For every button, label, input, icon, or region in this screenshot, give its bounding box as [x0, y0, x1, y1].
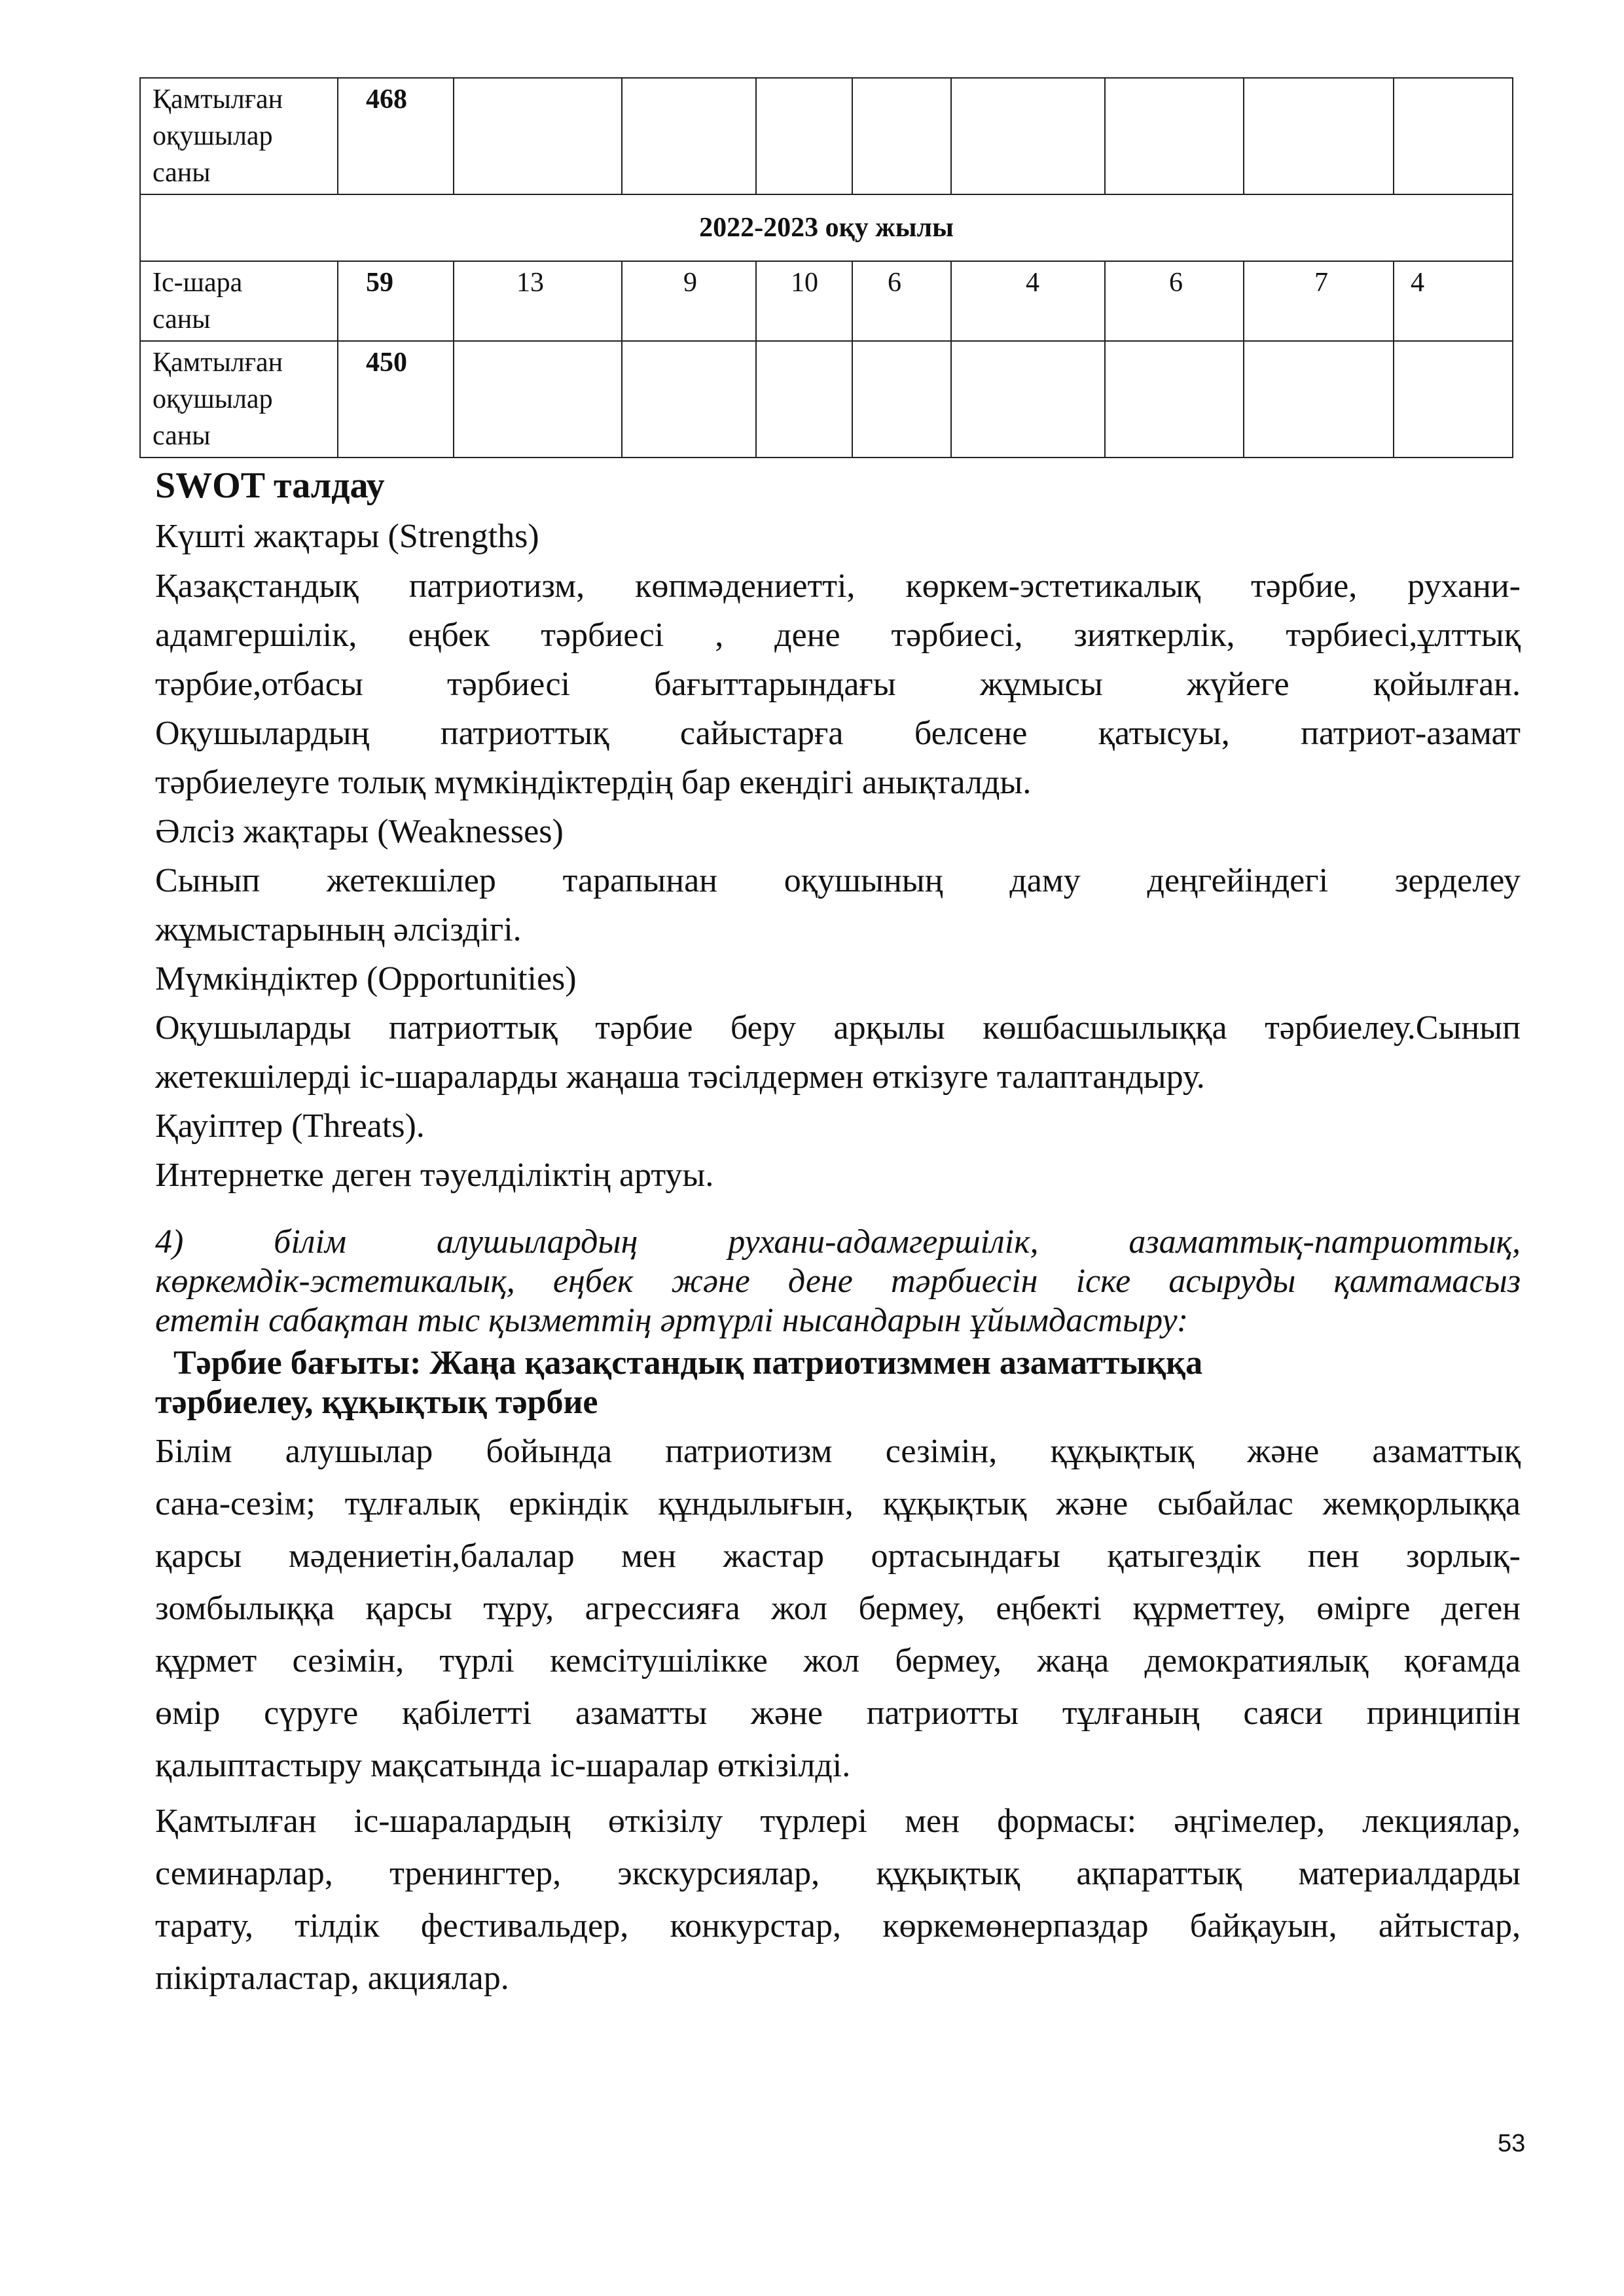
text-line: Сынып жетекшілер тарапынан оқушының даму деңгейіндегі зерделеу [155, 862, 1521, 899]
strengths-heading: Күшті жақтары (Strengths) [155, 518, 539, 555]
text-line: жұмыстарының әлсіздігі. [155, 911, 522, 948]
table-cell: 7 [1244, 261, 1394, 341]
table-row [140, 194, 1513, 261]
section-4-line: 4) білім алушылардың рухани-адамгершілік, азаматтық-патриоттық, [155, 1223, 1521, 1261]
text-line: Қамтылған іс-шаралардың өткізілу түрлері мен формасы: әңгімелер, лекциялар, [155, 1803, 1521, 1840]
table-cell [756, 78, 852, 194]
table-cell [951, 78, 1105, 194]
text-line: қалыптастыру мақсатында іс-шаралар өткізілді. [155, 1747, 851, 1784]
text-line: қарсы мәдениетін,балалар мен жастар ортасындағы қатыгездік пен зорлық- [155, 1537, 1521, 1575]
row-label: Қамтылған оқушылар саны [140, 78, 338, 194]
table-cell: 6 [852, 261, 951, 341]
table-cell [1244, 78, 1394, 194]
table-cell [622, 78, 756, 194]
table-cell [756, 341, 852, 457]
text-line: тарату, тілдік фестивальдер, конкурстар, көркемөнерпаздар байқауын, айтыстар, [155, 1907, 1521, 1945]
text-line: Қазақстандық патриотизм, көпмәдениетті, көркем-эстетикалық тәрбие, рухани- [155, 567, 1521, 605]
table-row [140, 78, 1513, 194]
direction-heading: тәрбиелеу, құқықтық тәрбие [155, 1384, 598, 1421]
table-cell [1244, 341, 1394, 457]
table-row [140, 341, 1513, 457]
direction-heading: Тәрбие бағыты: Жаңа қазақстандық патриотизммен азаматтыққа [173, 1344, 1203, 1382]
section-4-line: көркемдік-эстетикалық, еңбек және дене тәрбиесін іске асыруды қамтамасыз [155, 1263, 1521, 1300]
table-cell: 10 [756, 261, 852, 341]
total-cell: 59 [338, 261, 454, 341]
table-cell [454, 78, 622, 194]
text-line: семинарлар, тренингтер, экскурсиялар, құқықтық ақпараттық материалдарды [155, 1855, 1521, 1892]
table-cell: 6 [1105, 261, 1244, 341]
row-label: Қамтылған оқушылар саны [140, 341, 338, 457]
section-4-line: ететін сабақтан тыс қызметтің әртүрлі нысандарын ұйымдастыру: [155, 1302, 1189, 1339]
text-line: сана-сезім; тұлғалық еркіндік құндылығын, құқықтық және сыбайлас жемқорлыққа [155, 1485, 1521, 1522]
text-line: құрмет сезімін, түрлі кемсітушілікке жол бермеу, жаңа демократиялық қоғамда [155, 1642, 1521, 1679]
text-line: тәрбиелеуге толық мүмкіндіктердің бар екендігі анықталды. [155, 764, 1032, 801]
table-cell [1394, 78, 1513, 194]
text-line: өмір сүруге қабілетті азаматты және патриотты тұлғаның саяси принципін [155, 1695, 1521, 1732]
text-line: тәрбие,отбасы тәрбиесі бағыттарындағы жұмысы жүйеге қойылған. [155, 666, 1521, 703]
text-line: Білім алушылар бойында патриотизм сезімін, құқықтық және азаматтық [155, 1433, 1521, 1470]
table-cell: 13 [454, 261, 622, 341]
table-cell: 4 [951, 261, 1105, 341]
table-cell [951, 341, 1105, 457]
page-number: 53 [1498, 2130, 1526, 2157]
swot-title: SWOT талдау [155, 465, 385, 506]
text-line: зомбылыққа қарсы тұру, агрессияға жол бермеу, еңбекті құрметтеу, өмірге деген [155, 1590, 1521, 1627]
table-cell [1105, 341, 1244, 457]
table-cell: 9 [622, 261, 756, 341]
text-line: адамгершілік, еңбек тәрбиесі , дене тәрбиесі, зияткерлік, тәрбиесі,ұлттық [155, 617, 1521, 654]
row-label: Іс-шара саны [140, 261, 338, 341]
total-cell: 450 [338, 341, 454, 457]
table-cell [1394, 341, 1513, 457]
text-line: Оқушылардың патриоттық сайыстарға белсене қатысуы, патриот-азамат [155, 715, 1521, 752]
threats-heading: Қауіптер (Threats). [155, 1107, 425, 1145]
table-cell [852, 78, 951, 194]
year-label: 2022-2023 оқу жылы [140, 194, 1513, 261]
table-row [140, 261, 1513, 341]
weaknesses-heading: Әлсіз жақтары (Weaknesses) [155, 813, 564, 850]
opportunities-heading: Мүмкіндіктер (Opportunities) [155, 960, 577, 997]
table-cell [1105, 78, 1244, 194]
text-line: Оқушыларды патриоттық тәрбие беру арқылы көшбасшылыққа тәрбиелеу.Сынып [155, 1009, 1521, 1047]
table-cell [852, 341, 951, 457]
text-line: жетекшілерді іс-шараларды жаңаша тәсілдермен өткізуге талаптандыру. [155, 1058, 1205, 1096]
statistics-table [139, 77, 1513, 458]
text-line: пікірталастар, акциялар. [155, 1960, 509, 1997]
table-cell: 4 [1394, 261, 1513, 341]
text-line: Интернетке деген тәуелділіктің артуы. [155, 1157, 714, 1194]
table-cell [622, 341, 756, 457]
total-cell: 468 [338, 78, 454, 194]
table-cell [454, 341, 622, 457]
